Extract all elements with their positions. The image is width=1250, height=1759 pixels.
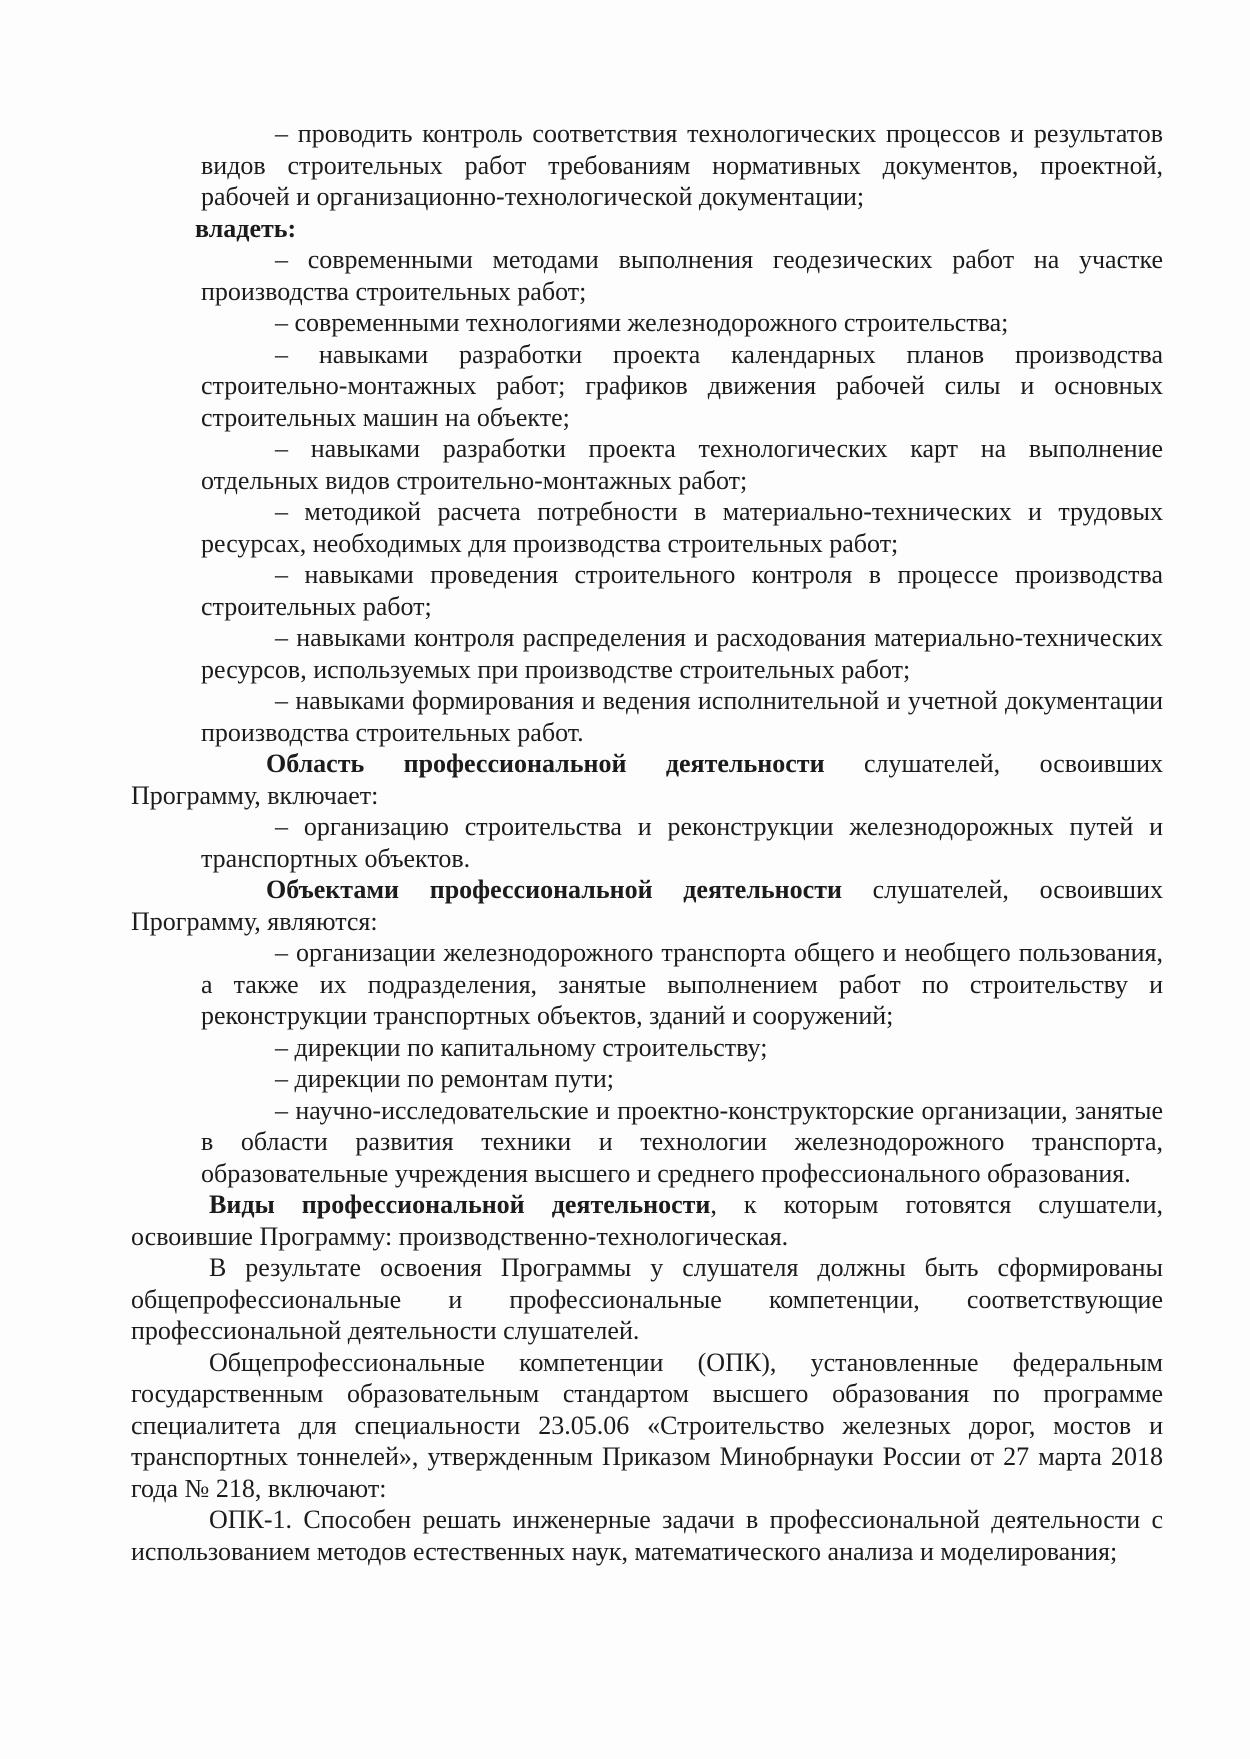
list-item: – дирекции по капитальному строительству; <box>275 1032 768 1062</box>
list-item: – научно-исследовательские и проектно-конструкторские организации, занятые в области развития техники и технологии железнодорожного транспорта, образовательные учреждения высшего и среднего профессионального образования. <box>201 1095 1163 1188</box>
list-item: – проводить контроль соответствия технологических процессов и результатов видов строительных работ требованиям нормативных документов, проектной, рабочей и организационно-технологической документации; <box>201 119 1163 211</box>
list-item: – методикой расчета потребности в материально-технических и трудовых ресурсах, необходимых для производства строительных работ; <box>201 497 1163 558</box>
objekty-paragraph <box>131 874 1163 937</box>
oblast-rest: слушателей, освоивших Программу, включает: <box>131 749 1163 810</box>
vladet-heading: владеть: <box>195 213 297 243</box>
objekty-rest: слушателей, освоивших Программу, являются: <box>131 875 1163 936</box>
list-item: – современными технологиями железнодорожного строительства; <box>275 308 1009 337</box>
vidy-paragraph <box>131 1189 1163 1252</box>
oblast-bold: Область профессиональной деятельности <box>266 749 825 778</box>
rezultat-paragraph: В результате освоения Программы у слушателя должны быть сформированы общепрофессиональные и профессиональные компетенции, соответствующие профессиональной деятельности слушателей. <box>131 1253 1163 1345</box>
list-item: – организацию строительства и реконструкции железнодорожных путей и транспортных объектов. <box>201 812 1163 873</box>
list-item: – организации железнодорожного транспорта общего и необщего пользования, а также их подразделения, занятые выполнением работ по строительству и реконструкции транспортных объектов, зданий и сооружений; <box>201 938 1163 1030</box>
document-body <box>131 118 1163 1567</box>
vidy-bold: Виды профессиональной деятельности <box>209 1190 711 1219</box>
list-item: – дирекции по ремонтам пути; <box>275 1064 614 1093</box>
oblast-paragraph <box>131 748 1163 811</box>
list-item: – современными методами выполнения геодезических работ на участке производства строительных работ; <box>201 245 1163 306</box>
opk-intro-paragraph: Общепрофессиональные компетенции (ОПК), установленные федеральным государственным образовательным стандартом высшего образования по программе специалитета для специальности 23.05.06 «Строительство железных дорог, мостов и транспортных тоннелей», утвержденным Приказом Минобрнауки России от 27 марта 2018 года № 218, включают: <box>131 1347 1163 1503</box>
vidy-rest: , к которым готовятся слушатели, освоившие Программу: производственно-технологическая. <box>131 1190 1163 1251</box>
list-item: – навыками разработки проекта технологических карт на выполнение отдельных видов строительно-монтажных работ; <box>201 434 1163 495</box>
objekty-bold: Объектами профессиональной деятельности <box>266 875 842 904</box>
list-item: – навыками проведения строительного контроля в процессе производства строительных работ; <box>201 560 1163 621</box>
list-item: – навыками контроля распределения и расходования материально-технических ресурсов, используемых при производстве строительных работ; <box>201 623 1163 684</box>
list-item: – навыками разработки проекта календарных планов производства строительно-монтажных работ; графиков движения рабочей силы и основных строительных машин на объекте; <box>201 339 1163 432</box>
list-item: – навыками формирования и ведения исполнительной и учетной документации производства строительных работ. <box>201 686 1163 747</box>
opk1-paragraph: ОПК-1. Способен решать инженерные задачи в профессиональной деятельности с использованием методов естественных наук, математического анализа и моделирования; <box>131 1505 1163 1566</box>
